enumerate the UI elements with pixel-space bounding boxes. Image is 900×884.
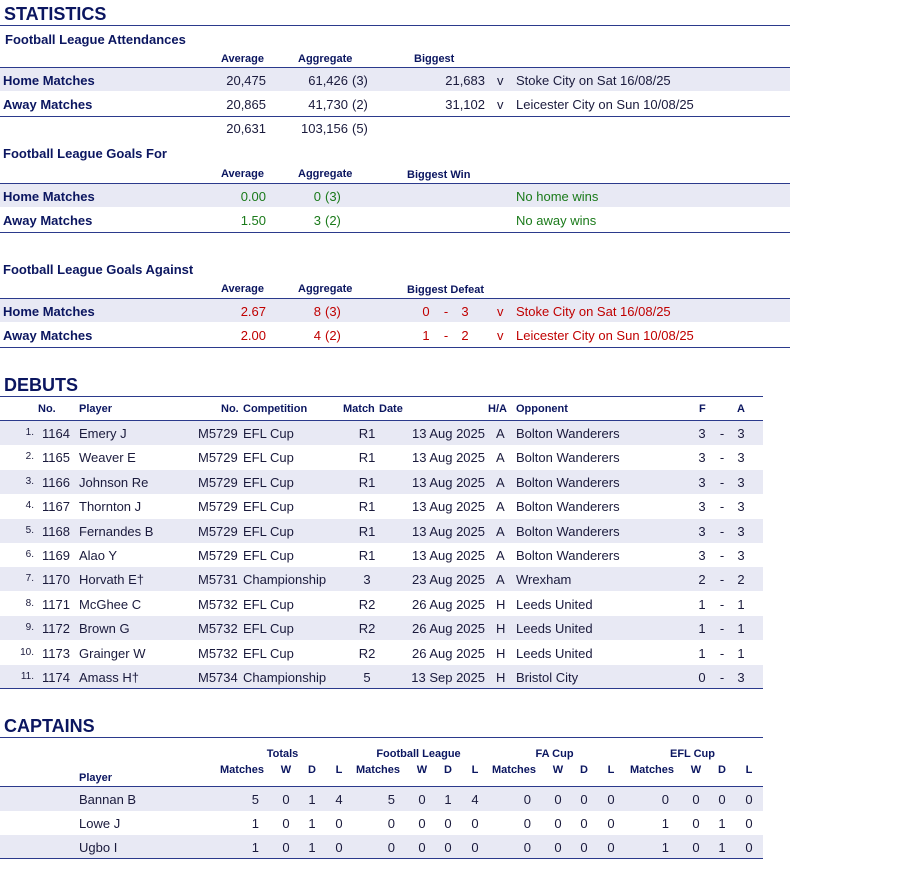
debut-score-for: 3: [698, 523, 706, 539]
debut-competition: EFL Cup: [243, 548, 294, 563]
captain-stat: 0: [580, 840, 588, 855]
debuts-col-opponent: Opponent: [516, 403, 568, 415]
captain-stat: 1: [661, 816, 669, 831]
debut-player-name: McGhee C: [79, 596, 142, 612]
captains-sub-header: W: [690, 764, 702, 776]
debut-score-for: 0: [698, 670, 706, 685]
debut-player-name: Alao Y: [79, 548, 118, 563]
debuts-col-ha: H/A: [488, 403, 507, 415]
debut-match-number: M5729: [198, 426, 238, 441]
goals-for-home-average: 0.00: [240, 189, 266, 204]
debut-player-number: 1166: [42, 474, 70, 490]
goals-for-col-aggregate: Aggregate: [298, 168, 353, 180]
debut-player-number: 1172: [42, 621, 70, 637]
captain-stat: 0: [745, 840, 753, 855]
debut-date: 26 Aug 2025: [411, 596, 485, 612]
attendances-home-games: (3): [352, 73, 368, 88]
debut-score-against: 3: [737, 670, 745, 685]
attendances-home-label: Home Matches: [3, 73, 95, 88]
debut-index: 6.: [25, 549, 34, 560]
captain-stat: 1: [251, 816, 259, 831]
captain-stat: 0: [554, 792, 562, 807]
captain-stat: 0: [444, 840, 452, 855]
debut-score-against: 3: [737, 426, 745, 441]
debut-match-number: M5729: [198, 548, 238, 563]
goals-against-home-f: 0: [422, 304, 430, 319]
debut-player-number: 1169: [42, 548, 70, 563]
goals-against-home-v: v: [497, 304, 504, 319]
captains-sub-header: D: [718, 764, 726, 776]
debut-date: 13 Aug 2025: [411, 523, 485, 539]
goals-against-away-dash: -: [443, 328, 449, 343]
debut-ha: H: [496, 596, 506, 612]
debut-player-number: 1168: [42, 523, 70, 539]
goals-against-home-label: Home Matches: [3, 304, 95, 319]
debut-player-name: Weaver E: [79, 450, 136, 466]
debut-player-number: 1170: [42, 572, 70, 588]
debut-player-number: 1167: [42, 499, 70, 515]
captain-stat: 0: [418, 816, 426, 831]
captains-sub-header: Matches: [356, 764, 401, 776]
captain-stat: 1: [251, 840, 259, 855]
goals-against-col-average: Average: [221, 283, 265, 295]
debut-index: 10.: [20, 646, 34, 658]
debut-score-for: 1: [698, 645, 706, 661]
debut-ha: H: [496, 645, 506, 661]
debut-score-against: 3: [737, 548, 745, 563]
attendances-away-games: (2): [352, 97, 368, 112]
captain-stat: 0: [335, 816, 343, 831]
attendances-col-average: Average: [221, 53, 265, 65]
debut-player-number: 1171: [42, 596, 70, 612]
goals-against-col-aggregate: Aggregate: [298, 283, 353, 295]
debut-score-for: 3: [698, 548, 706, 563]
captain-stat: 0: [607, 792, 615, 807]
captain-stat: 0: [335, 840, 343, 855]
goals-against-away-label: Away Matches: [3, 328, 93, 343]
debut-date: 13 Sep 2025: [411, 670, 485, 685]
captains-group-header: Football League: [376, 748, 461, 760]
debut-score-against: 3: [737, 523, 745, 539]
captain-stat: 4: [471, 792, 479, 807]
debut-score-for: 3: [698, 450, 706, 466]
debuts-col-no: No.: [38, 403, 56, 415]
debut-opponent: Leeds United: [516, 621, 593, 637]
captain-stat: 0: [444, 816, 452, 831]
captains-sub-header: D: [444, 764, 452, 776]
captain-stat: 0: [282, 816, 290, 831]
attendances-away-average: 20,865: [226, 97, 266, 112]
captain-stat: 1: [718, 816, 726, 831]
debut-index: 2.: [25, 451, 34, 463]
debut-index: 3.: [25, 475, 34, 487]
captain-stat: 0: [387, 816, 395, 831]
debut-player-number: 1174: [42, 670, 70, 685]
captain-stat: 0: [692, 816, 700, 831]
debut-match-number: M5729: [198, 474, 238, 490]
captain-stat: 0: [418, 840, 426, 855]
captains-sub-header: L: [471, 764, 479, 776]
goals-against-home-row: [0, 299, 790, 322]
captains-group-header: EFL Cup: [669, 748, 715, 760]
debut-match-number: M5729: [198, 523, 238, 539]
captain-stat: 0: [692, 792, 700, 807]
captains-heading: CAPTAINS: [4, 716, 95, 736]
captain-stat: 1: [308, 840, 316, 855]
debut-match: R2: [358, 596, 376, 612]
captain-player-name: Lowe J: [79, 816, 121, 831]
debuts-col-a: A: [737, 403, 745, 415]
captain-stat: 0: [692, 840, 700, 855]
debuts-col-date: Date: [379, 403, 403, 415]
debut-score-against: 1: [737, 596, 745, 612]
goals-against-away-f: 1: [422, 328, 430, 343]
goals-against-away-detail: Leicester City on Sun 10/08/25: [516, 328, 694, 343]
debut-opponent: Bolton Wanderers: [516, 426, 620, 441]
debut-ha: A: [496, 474, 505, 490]
debut-date: 13 Aug 2025: [411, 499, 485, 515]
debut-date: 13 Aug 2025: [411, 450, 485, 466]
debut-player-name: Thornton J: [79, 499, 142, 515]
captains-group-header: Totals: [266, 748, 299, 760]
debuts-col-match-no: No.: [221, 403, 239, 415]
debut-player-name: Amass H†: [79, 670, 139, 685]
captain-stat: 1: [718, 840, 726, 855]
debut-match: 5: [363, 670, 371, 685]
debuts-col-f: F: [699, 403, 706, 415]
debut-match: R1: [358, 548, 376, 563]
debut-opponent: Leeds United: [516, 596, 593, 612]
debut-match: R1: [358, 450, 376, 466]
goals-against-home-average: 2.67: [240, 304, 266, 319]
debut-ha: A: [496, 499, 505, 515]
debuts-col-match: Match: [343, 403, 375, 415]
captain-stat: 0: [523, 792, 531, 807]
debut-competition: EFL Cup: [243, 596, 294, 612]
debut-ha: H: [496, 621, 506, 637]
captains-sub-header: D: [308, 764, 316, 776]
captain-stat: 0: [607, 816, 615, 831]
attendances-home-row: [0, 68, 790, 91]
debut-score-dash: -: [719, 645, 725, 661]
attendances-home-biggest: 21,683: [445, 73, 485, 88]
debut-ha: A: [496, 572, 505, 588]
captains-sub-header: L: [335, 764, 343, 776]
debut-index: 7.: [25, 573, 34, 585]
debut-score-for: 3: [698, 426, 706, 441]
debut-score-for: 3: [698, 474, 706, 490]
captain-stat: 0: [554, 816, 562, 831]
statistics-rule: [0, 25, 790, 26]
captain-stat: 0: [471, 816, 479, 831]
attendances-home-v: v: [497, 73, 504, 88]
goals-against-home-dash: -: [443, 304, 449, 319]
goals-for-home-row: [0, 184, 790, 207]
attendances-away-detail: Leicester City on Sun 10/08/25: [516, 97, 694, 112]
goals-for-away-label: Away Matches: [3, 213, 93, 228]
captain-stat: 1: [444, 792, 452, 807]
attendances-total-games: (5): [352, 121, 368, 136]
debut-player-name: Horvath E†: [79, 572, 145, 588]
captain-stat: 0: [607, 840, 615, 855]
debut-player-name: Emery J: [79, 426, 127, 441]
debuts-col-player: Player: [79, 403, 113, 415]
debut-score-against: 2: [737, 572, 745, 588]
captain-stat: 0: [580, 792, 588, 807]
debut-ha: A: [496, 548, 505, 563]
debut-match-number: M5729: [198, 499, 238, 515]
debut-score-for: 2: [698, 572, 706, 588]
captain-stat: 1: [661, 840, 669, 855]
debut-index: 1.: [25, 427, 34, 438]
captain-stat: 0: [471, 840, 479, 855]
debut-index: 8.: [25, 597, 34, 609]
goals-against-home-aggregate: 8: [313, 304, 321, 319]
debut-score-dash: -: [719, 548, 725, 563]
debut-competition: Championship: [243, 670, 327, 685]
debut-match-number: M5732: [198, 621, 238, 637]
statistics-heading: STATISTICS: [4, 4, 107, 24]
debut-competition: EFL Cup: [243, 645, 294, 661]
captain-stat: 5: [251, 792, 259, 807]
debut-score-against: 3: [737, 450, 745, 466]
goals-against-title: Football League Goals Against: [3, 262, 194, 277]
goals-against-home-a: 3: [461, 304, 469, 319]
debut-date: 13 Aug 2025: [411, 426, 485, 441]
captains-sub-header: L: [607, 764, 615, 776]
debut-match-number: M5731: [198, 572, 238, 588]
captains-sub-header: W: [280, 764, 292, 776]
debut-player-number: 1165: [42, 450, 70, 466]
debut-match: R1: [358, 499, 376, 515]
debut-score-dash: -: [719, 499, 725, 515]
debut-competition: Championship: [243, 572, 327, 588]
debut-ha: A: [496, 450, 505, 466]
captain-stat: 0: [387, 840, 395, 855]
debut-match-number: M5732: [198, 596, 238, 612]
captains-sub-header: Matches: [220, 764, 265, 776]
debut-match: 3: [363, 572, 371, 588]
goals-for-home-label: Home Matches: [3, 189, 95, 204]
debut-opponent: Bolton Wanderers: [516, 499, 620, 515]
debut-opponent: Leeds United: [516, 645, 593, 661]
goals-for-title: Football League Goals For: [3, 146, 167, 161]
attendances-away-v: v: [497, 97, 504, 112]
debuts-col-competition: Competition: [243, 403, 308, 415]
debuts-heading: DEBUTS: [4, 375, 79, 395]
debut-match-number: M5732: [198, 645, 238, 661]
attendances-away-biggest: 31,102: [445, 97, 485, 112]
debut-match: R2: [358, 645, 376, 661]
captain-stat: 0: [718, 792, 726, 807]
attendances-home-detail: Stoke City on Sat 16/08/25: [516, 73, 671, 88]
goals-for-home-aggregate: 0: [313, 189, 321, 204]
captain-stat: 1: [308, 816, 316, 831]
captain-player-name: Bannan B: [79, 792, 137, 807]
captains-sub-header: W: [416, 764, 428, 776]
debut-score-dash: -: [719, 450, 725, 466]
debut-index: 11.: [20, 671, 34, 682]
debut-date: 13 Aug 2025: [411, 548, 485, 563]
captain-stat: 0: [523, 840, 531, 855]
debut-score-dash: -: [719, 572, 725, 588]
debut-opponent: Wrexham: [516, 572, 572, 588]
captains-sub-header: L: [745, 764, 753, 776]
goals-for-col-average: Average: [221, 168, 265, 180]
captain-stat: 0: [661, 792, 669, 807]
debut-date: 23 Aug 2025: [411, 572, 485, 588]
debut-score-dash: -: [719, 621, 725, 637]
goals-against-home-games: (3): [325, 304, 341, 319]
debut-match: R2: [358, 621, 376, 637]
debut-competition: EFL Cup: [243, 499, 294, 515]
attendances-total-average: 20,631: [226, 121, 266, 136]
attendances-col-biggest: Biggest: [414, 53, 455, 65]
debut-player-number: 1164: [42, 426, 70, 441]
debut-competition: EFL Cup: [243, 621, 294, 637]
captain-stat: 5: [387, 792, 395, 807]
debut-score-against: 1: [737, 621, 745, 637]
debut-score-against: 1: [737, 645, 745, 661]
debut-index: 9.: [25, 622, 34, 634]
captains-col-player: Player: [79, 772, 113, 784]
goals-against-col-biggest: Biggest Defeat: [407, 284, 485, 296]
debut-competition: EFL Cup: [243, 474, 294, 490]
debut-score-dash: -: [719, 426, 725, 441]
debut-match-number: M5729: [198, 450, 238, 466]
debut-competition: EFL Cup: [243, 523, 294, 539]
attendances-home-aggregate: 61,426: [308, 73, 348, 88]
goals-for-col-biggest: Biggest Win: [407, 169, 471, 181]
captain-stat: 0: [580, 816, 588, 831]
debut-player-name: Grainger W: [79, 645, 146, 661]
attendances-total-aggregate: 103,156: [301, 121, 348, 136]
captain-stat: 4: [335, 792, 343, 807]
goals-against-home-detail: Stoke City on Sat 16/08/25: [516, 304, 671, 319]
goals-against-away-games: (2): [325, 328, 341, 343]
captain-stat: 0: [745, 816, 753, 831]
captain-stat: 0: [523, 816, 531, 831]
goals-for-home-detail: No home wins: [516, 189, 599, 204]
captains-sub-header: Matches: [492, 764, 537, 776]
debut-opponent: Bolton Wanderers: [516, 450, 620, 466]
debut-date: 26 Aug 2025: [411, 645, 485, 661]
debut-ha: H: [496, 670, 506, 685]
debut-date: 13 Aug 2025: [411, 474, 485, 490]
debut-score-for: 3: [698, 499, 706, 515]
debut-player-name: Fernandes B: [79, 523, 154, 539]
captain-stat: 0: [745, 792, 753, 807]
captain-stat: 0: [282, 792, 290, 807]
debut-competition: EFL Cup: [243, 426, 294, 441]
goals-for-away-detail: No away wins: [516, 213, 597, 228]
captains-sub-header: D: [580, 764, 588, 776]
goals-for-away-average: 1.50: [240, 213, 266, 228]
attendances-away-label: Away Matches: [3, 97, 93, 112]
debut-opponent: Bolton Wanderers: [516, 523, 620, 539]
goals-against-away-average: 2.00: [240, 328, 266, 343]
goals-against-away-aggregate: 4: [313, 328, 321, 343]
attendances-away-aggregate: 41,730: [308, 97, 348, 112]
debut-score-dash: -: [719, 596, 725, 612]
debut-score-for: 1: [698, 621, 706, 637]
captain-stat: 0: [418, 792, 426, 807]
debut-score-for: 1: [698, 596, 706, 612]
captain-stat: 1: [308, 792, 316, 807]
debut-index: 4.: [25, 500, 34, 512]
debut-player-number: 1173: [42, 645, 70, 661]
debut-opponent: Bristol City: [516, 670, 579, 685]
captain-stat: 0: [282, 840, 290, 855]
captains-sub-header: Matches: [630, 764, 675, 776]
debut-match-number: M5734: [198, 670, 238, 685]
debut-player-name: Johnson Re: [79, 474, 149, 490]
debut-match: R1: [358, 426, 376, 441]
debut-ha: A: [496, 523, 505, 539]
debut-match: R1: [358, 474, 376, 490]
debut-score-against: 3: [737, 499, 745, 515]
debut-score-dash: -: [719, 474, 725, 490]
goals-for-away-games: (2): [325, 213, 341, 228]
captains-sub-header: W: [552, 764, 564, 776]
debut-opponent: Bolton Wanderers: [516, 548, 620, 563]
captain-stat: 0: [554, 840, 562, 855]
debut-competition: EFL Cup: [243, 450, 294, 466]
goals-against-away-v: v: [497, 328, 504, 343]
debut-score-dash: -: [719, 670, 725, 685]
attendances-title: Football League Attendances: [5, 32, 186, 47]
goals-for-home-games: (3): [325, 189, 341, 204]
debut-score-dash: -: [719, 523, 725, 539]
captains-group-header: FA Cup: [535, 748, 574, 760]
debut-opponent: Bolton Wanderers: [516, 474, 620, 490]
debut-player-name: Brown G: [79, 621, 130, 637]
debut-match: R1: [358, 523, 376, 539]
goals-against-away-a: 2: [461, 328, 469, 343]
attendances-col-aggregate: Aggregate: [298, 53, 353, 65]
debut-ha: A: [496, 426, 505, 441]
attendances-home-average: 20,475: [226, 73, 266, 88]
debut-index: 5.: [25, 524, 34, 536]
debut-score-against: 3: [737, 474, 745, 490]
captain-player-name: Ugbo I: [79, 840, 118, 855]
debut-date: 26 Aug 2025: [411, 621, 485, 637]
goals-for-away-aggregate: 3: [313, 213, 321, 228]
